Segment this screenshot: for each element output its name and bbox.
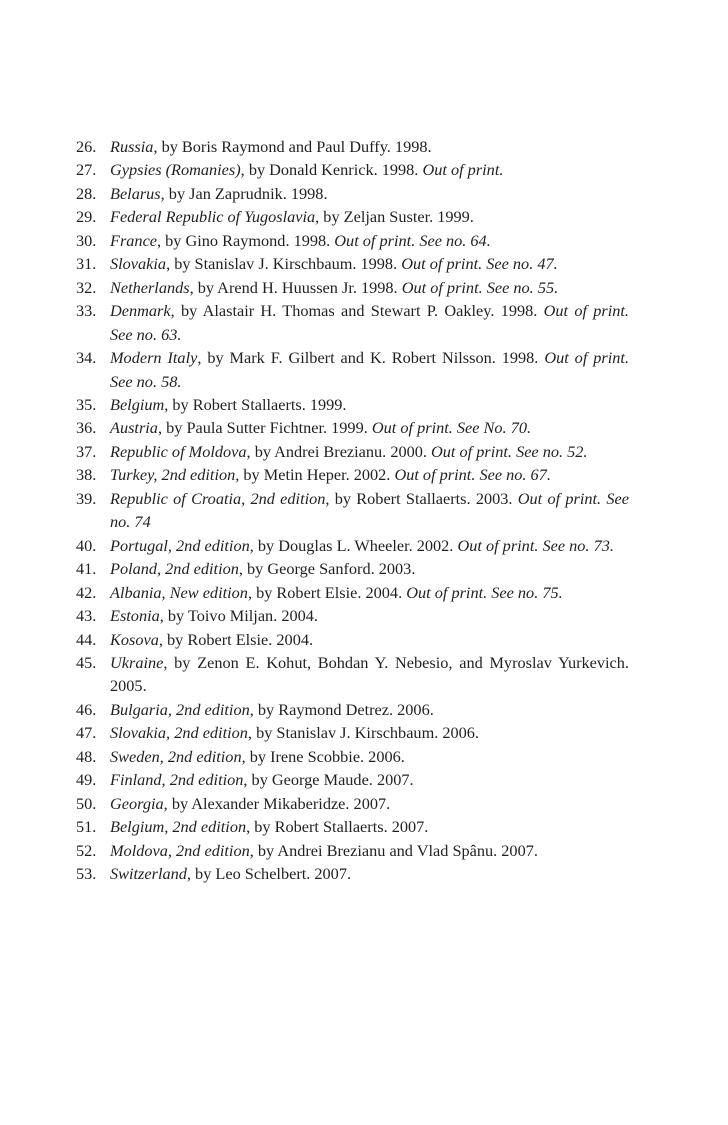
entry-print-note: Out of print. See No. 70. — [371, 418, 532, 438]
entry-number: 30. — [76, 230, 97, 250]
entry-print-note: Out of print. See no. 58. — [110, 348, 630, 391]
entry-details: , by Stanislav J. Kirschbaum. 1998. — [166, 254, 402, 274]
entry-title: Portugal, 2nd edition — [110, 535, 250, 555]
entry-details: , by Irene Scobbie. 2006. — [241, 746, 405, 766]
entry-title: Poland, 2nd edition — [110, 559, 239, 579]
entry-print-note: Out of print. See no. 55. — [401, 277, 559, 297]
entry-title: Slovakia — [110, 254, 167, 274]
entry-details: , by Andrei Brezianu and Vlad Spânu. 2007. — [249, 840, 538, 860]
entry-details: , by Arend H. Huussen Jr. 1998. — [189, 277, 402, 297]
entry-number: 44. — [76, 629, 97, 649]
entry-details: , by Raymond Detrez. 2006. — [249, 699, 434, 719]
entry-number: 49. — [76, 770, 97, 790]
entry-print-note: Out of print. See no. 52. — [431, 441, 588, 461]
entry-title: Republic of Croatia, 2nd edition — [110, 488, 326, 508]
entry-details: , by Zenon E. Kohut, Bohdan Y. Nebesio, and Myroslav Yurkevich. 2005. — [110, 652, 629, 696]
entry-details: , by Alexander Mikaberidze. 2007. — [163, 793, 391, 813]
entry-number: 50. — [76, 793, 97, 813]
list-item — [76, 252, 629, 275]
list-item — [76, 158, 629, 181]
entry-print-note: Out of print. See no. 67. — [394, 465, 551, 485]
list-item — [76, 463, 629, 486]
list-item — [76, 581, 629, 604]
entry-number: 37. — [76, 441, 97, 461]
entry-number: 28. — [76, 183, 97, 203]
entry-details: , by Metin Heper. 2002. — [235, 465, 395, 485]
entry-number: 27. — [76, 160, 97, 180]
list-item — [76, 440, 629, 463]
list-item — [76, 534, 629, 557]
entry-details: , by Jan Zaprudnik. 1998. — [160, 183, 328, 203]
entry-title: Moldova, 2nd edition — [110, 840, 250, 860]
entry-print-note: Out of print. See no. 47. — [401, 254, 558, 274]
entry-title: Belarus — [110, 183, 161, 203]
entry-details: , by George Sanford. 2003. — [238, 559, 416, 579]
entry-number: 45. — [76, 652, 97, 672]
entry-details: , by Toivo Miljan. 2004. — [159, 606, 318, 626]
series-list — [76, 135, 629, 886]
list-item — [76, 299, 629, 346]
list-item — [76, 862, 629, 885]
list-item — [76, 487, 629, 534]
entry-details: , by George Maude. 2007. — [243, 770, 414, 790]
entry-details: , by Paula Sutter Fichtner. 1999. — [157, 418, 372, 438]
entry-number: 40. — [76, 535, 97, 555]
entry-title: Slovakia, 2nd edition — [110, 723, 248, 743]
list-item — [76, 651, 629, 698]
entry-title: Bulgaria, 2nd edition — [110, 699, 250, 719]
entry-title: Ukraine — [110, 652, 164, 672]
entry-title: Gypsies (Romanies) — [110, 160, 241, 180]
entry-title: Belgium — [110, 394, 165, 414]
entry-print-note: Out of print. See no. 63. — [110, 301, 629, 344]
entry-number: 53. — [76, 864, 97, 884]
entry-number: 52. — [76, 840, 97, 860]
entry-print-note: Out of print. See no. 75. — [406, 582, 563, 602]
entry-number: 35. — [76, 394, 97, 414]
entry-details: , by Stanislav J. Kirschbaum. 2006. — [247, 723, 480, 743]
list-item — [76, 839, 629, 862]
entry-title: Georgia — [110, 793, 164, 813]
entry-details: , by Robert Stallaerts. 1999. — [164, 394, 347, 414]
entry-number: 32. — [76, 277, 97, 297]
list-item — [76, 628, 629, 651]
entry-title: Russia — [110, 137, 154, 156]
entry-number: 38. — [76, 465, 97, 485]
entry-title: Republic of Moldova — [110, 441, 247, 461]
entry-print-note: Out of print. See no. 64. — [334, 230, 491, 250]
entry-details: , by Douglas L. Wheeler. 2002. — [249, 535, 458, 555]
entry-print-note: Out of print. — [422, 160, 504, 180]
list-item — [76, 276, 629, 299]
entry-number: 47. — [76, 723, 97, 743]
entry-number: 43. — [76, 606, 97, 626]
entry-title: Turkey, 2nd edition — [110, 465, 236, 485]
entry-title: Kosova — [110, 629, 159, 649]
entry-title: Belgium, 2nd edition — [110, 817, 247, 837]
entry-details: , by Mark F. Gilbert and K. Robert Nilsson. 1998. — [197, 348, 545, 368]
entry-number: 41. — [76, 559, 97, 579]
entry-title: Sweden, 2nd edition — [110, 746, 242, 766]
list-item — [76, 416, 629, 439]
entry-number: 36. — [76, 418, 97, 438]
entry-details: , by Gino Raymond. 1998. — [157, 230, 335, 250]
entry-title: Netherlands — [110, 277, 190, 297]
entry-title: Switzerland — [110, 864, 187, 884]
entry-number: 33. — [76, 301, 97, 321]
entry-number: 42. — [76, 582, 97, 602]
list-item — [76, 205, 629, 228]
list-item — [76, 135, 629, 158]
entry-title: Albania, New edition — [110, 582, 248, 602]
entry-details: , by Leo Schelbert. 2007. — [186, 864, 352, 884]
list-item — [76, 768, 629, 791]
entry-details: , by Boris Raymond and Paul Duffy. 1998. — [153, 137, 432, 156]
entry-details: , by Alastair H. Thomas and Stewart P. Oakley. 1998. — [170, 301, 544, 321]
list-item — [76, 229, 629, 252]
entry-number: 26. — [76, 137, 97, 156]
entry-number: 48. — [76, 746, 97, 766]
entry-title: Modern Italy — [110, 348, 198, 368]
entry-number: 46. — [76, 699, 97, 719]
entry-title: Denmark — [110, 301, 171, 321]
entry-details: , by Robert Stallaerts. 2003. — [325, 488, 518, 508]
list-item — [76, 604, 629, 627]
entry-number: 29. — [76, 207, 97, 227]
list-item — [76, 792, 629, 815]
entry-number: 34. — [76, 348, 97, 368]
list-item — [76, 393, 629, 416]
list-item — [76, 182, 629, 205]
entry-details: , by Andrei Brezianu. 2000. — [246, 441, 432, 461]
entry-title: Finland, 2nd edition — [110, 770, 244, 790]
entry-title: Austria — [110, 418, 158, 438]
list-item — [76, 721, 629, 744]
list-item — [76, 346, 629, 393]
entry-print-note: Out of print. See no. 73. — [457, 535, 614, 555]
entry-number: 39. — [76, 488, 97, 508]
entry-title: France — [110, 230, 158, 250]
entry-details: , by Robert Elsie. 2004. — [158, 629, 314, 649]
list-item — [76, 815, 629, 838]
entry-title: Estonia — [110, 606, 160, 626]
entry-details: , by Robert Elsie. 2004. — [247, 582, 407, 602]
entry-number: 51. — [76, 817, 97, 837]
entry-print-note: Out of print. See no. 74 — [110, 488, 629, 532]
list-item — [76, 557, 629, 580]
entry-details: , by Zeljan Suster. 1999. — [315, 207, 474, 227]
entry-details: , by Donald Kenrick. 1998. — [240, 160, 423, 180]
list-item — [76, 745, 629, 768]
entry-title: Federal Republic of Yugoslavia — [110, 207, 316, 227]
entry-details: , by Robert Stallaerts. 2007. — [246, 817, 429, 837]
entry-number: 31. — [76, 254, 97, 274]
list-item — [76, 698, 629, 721]
